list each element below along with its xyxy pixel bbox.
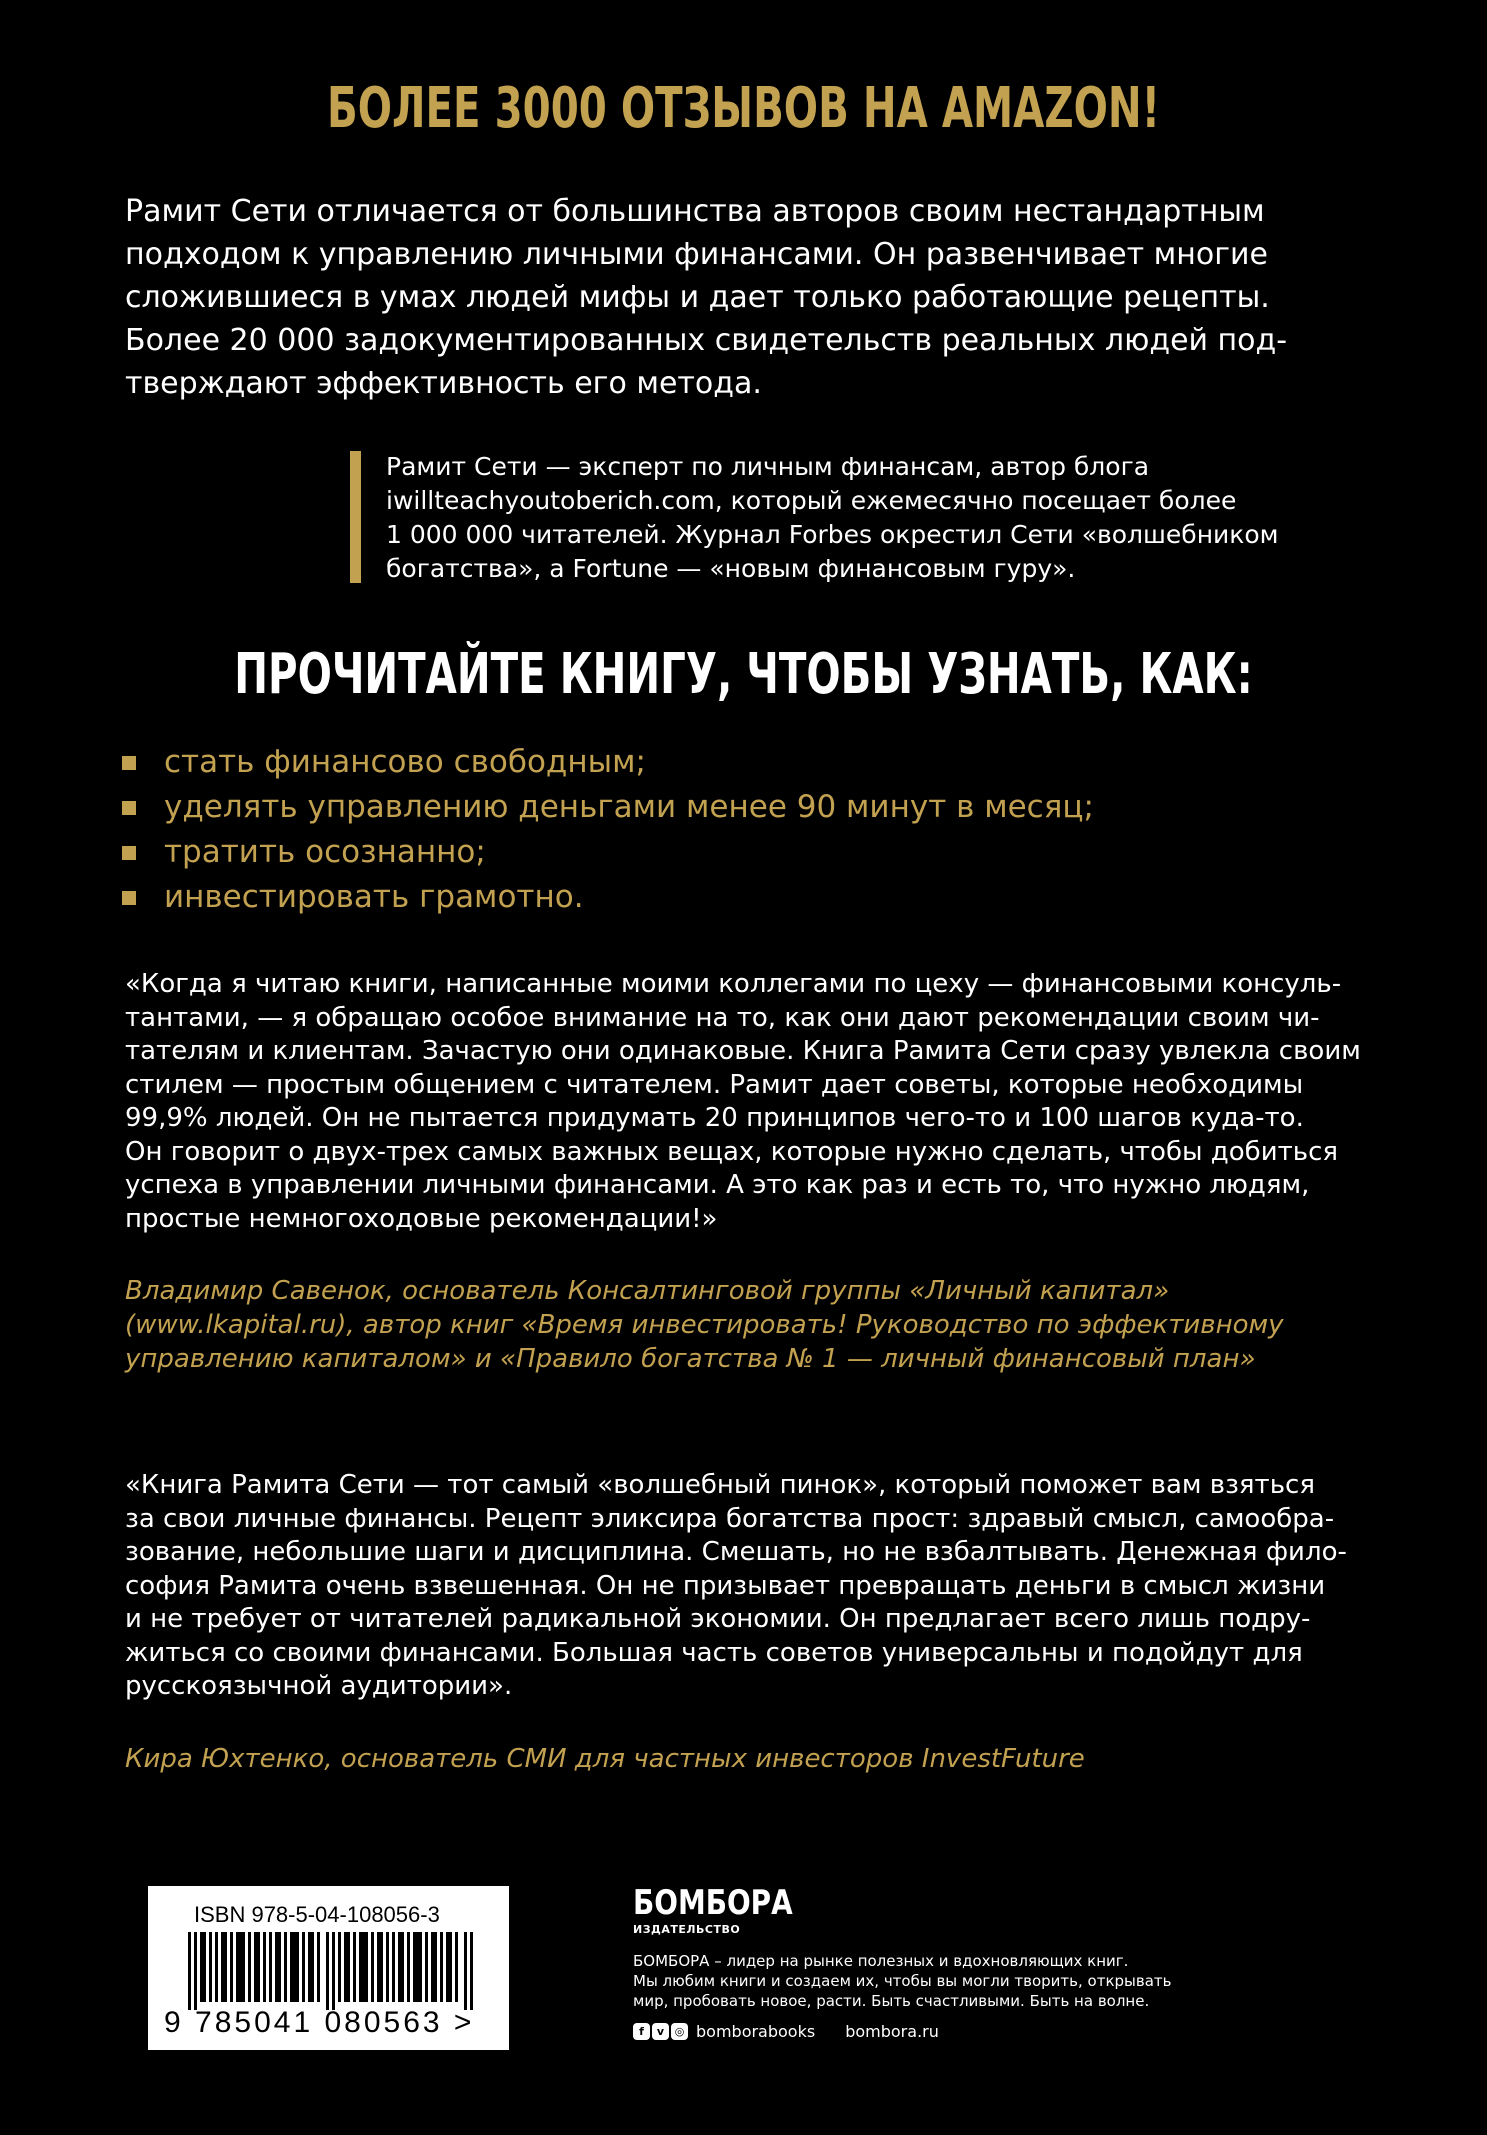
publisher-description — [633, 1951, 1171, 2011]
social-handle-link[interactable]: bomborabooks — [696, 2022, 816, 2041]
bio-line: Рамит Сети — эксперт по личным финансам, автор блога — [386, 452, 1150, 481]
attribution-line: (www.lkapital.ru), автор книг «Время инвестировать! Руководство по эффективному — [125, 1310, 1284, 1340]
publisher-line: мир, пробовать новое, расти. Быть счастливыми. Быть на волне. — [633, 1992, 1150, 2010]
intro-line: тверждают эффективность его метода. — [125, 366, 762, 401]
quote-line: тателям и клиентам. Зачастую они одинаковые. Книга Рамита Сети сразу увлекла своим — [125, 1036, 1361, 1066]
list-item — [122, 875, 1094, 920]
bullet-square-icon — [122, 756, 136, 770]
review-attribution-2 — [125, 1742, 1300, 1776]
header-title: БОЛЕЕ 3000 ОТЗЫВОВ НА AMAZON! — [326, 76, 1161, 141]
intro-line: Более 20 000 задокументированных свидетельств реальных людей под- — [125, 323, 1288, 358]
bullet-square-icon — [122, 891, 136, 905]
facebook-icon[interactable]: f — [633, 2023, 650, 2040]
attribution-line: Кира Юхтенко, основатель СМИ для частных инвесторов InvestFuture — [125, 1744, 1085, 1774]
attribution-line: Владимир Савенок, основатель Консалтинговой группы «Личный капитал» — [125, 1276, 1170, 1306]
section-title: ПРОЧИТАЙТЕ КНИГУ, ЧТОБЫ УЗНАТЬ, КАК: — [234, 642, 1253, 707]
quote-line: житься со своими финансами. Большая часть советов универсальны и подойдут для — [125, 1637, 1303, 1668]
quote-line: успеха в управлении личными финансами. А это как раз и есть то, что нужно людям, — [125, 1170, 1310, 1200]
list-item — [122, 740, 1094, 785]
review-quote-2 — [125, 1469, 1347, 1704]
quote-line: за свои личные финансы. Рецепт эликсира богатства прост: здравый смысл, самообра- — [125, 1503, 1335, 1534]
bio-line: 1 000 000 читателей. Журнал Forbes окрестил Сети «волшебником — [386, 520, 1279, 549]
quote-line: зование, небольшие шаги и дисциплина. Смешать, но не взбалтывать. Денежная фило- — [125, 1537, 1347, 1567]
benefits-list — [122, 740, 1094, 920]
website-link[interactable]: bombora.ru — [845, 2022, 939, 2041]
isbn-label: ISBN 978-5-04-108056-3 — [194, 1902, 440, 1927]
list-item-text: стать финансово свободным; — [164, 744, 646, 780]
list-item-text: уделять управлению деньгами менее 90 минут в месяц; — [164, 789, 1094, 825]
list-item — [122, 830, 1094, 875]
isbn-digits: 9 785041 080563 > — [164, 2006, 475, 2039]
publisher-line: Мы любим книги и создаем их, чтобы вы могли творить, открывать — [633, 1972, 1172, 1990]
intro-line: подходом к управлению личными финансами. Он развенчивает многие — [125, 237, 1268, 272]
bullet-square-icon — [122, 846, 136, 860]
publisher-line: БОМБОРА – лидер на рынке полезных и вдохновляющих книг. — [633, 1952, 1129, 1970]
quote-line: «Книга Рамита Сети — тот самый «волшебный пинок», который поможет вам взяться — [125, 1470, 1315, 1500]
quote-line: простые немногоходовые рекомендации!» — [125, 1203, 718, 1234]
quote-line: стилем — простым общением с читателем. Рамит дает советы, которые необходимы — [125, 1069, 1304, 1100]
review-quote-1 — [125, 968, 1361, 1236]
publisher-links — [633, 2022, 939, 2041]
bio-line: iwillteachyoutoberich.com, который ежемесячно посещает более — [386, 486, 1237, 515]
bio-accent-bar — [350, 451, 361, 583]
quote-line: софия Рамита очень взвешенная. Он не призывает превращать деньги в смысл жизни — [125, 1570, 1326, 1601]
author-bio — [386, 450, 1300, 586]
review-attribution-1 — [125, 1274, 1300, 1376]
intro-line: сложившиеся в умах людей мифы и дает только работающие рецепты. — [125, 280, 1270, 315]
quote-line: 99,9% людей. Он не пытается придумать 20 принципов чего-то и 100 шагов куда-то. — [125, 1103, 1304, 1133]
publisher-subtitle: ИЗДАТЕЛЬСТВО — [633, 1923, 741, 1936]
quote-line: тантами, — я обращаю особое внимание на то, как они дают рекомендации своим чи- — [125, 1002, 1320, 1033]
quote-line: «Когда я читаю книги, написанные моими коллегами по цеху — финансовыми консуль- — [125, 969, 1342, 999]
bio-line: богатства», а Fortune — «новым финансовым гуру». — [386, 554, 1076, 583]
quote-line: русскоязычной аудитории». — [125, 1671, 513, 1701]
quote-line: Он говорит о двух-трех самых важных вещах, которые нужно сделать, чтобы добиться — [125, 1136, 1339, 1167]
bullet-square-icon — [122, 801, 136, 815]
publisher-logo: БОМБОРА — [633, 1883, 793, 1923]
isbn-barcode — [148, 1886, 509, 2050]
attribution-line: управлению капиталом» и «Правило богатства № 1 — личный финансовый план» — [125, 1344, 1256, 1374]
list-item-text: инвестировать грамотно. — [164, 879, 584, 915]
intro-paragraph — [125, 190, 1300, 405]
instagram-icon[interactable]: ◎ — [671, 2023, 688, 2040]
barcode-icon — [188, 1932, 473, 2010]
intro-line: Рамит Сети отличается от большинства авторов своим нестандартным — [125, 194, 1265, 229]
list-item — [122, 785, 1094, 830]
list-item-text: тратить осознанно; — [164, 834, 486, 870]
quote-line: и не требует от читателей радикальной экономии. Он предлагает всего лишь подру- — [125, 1604, 1311, 1634]
vk-icon[interactable]: v — [652, 2023, 669, 2040]
